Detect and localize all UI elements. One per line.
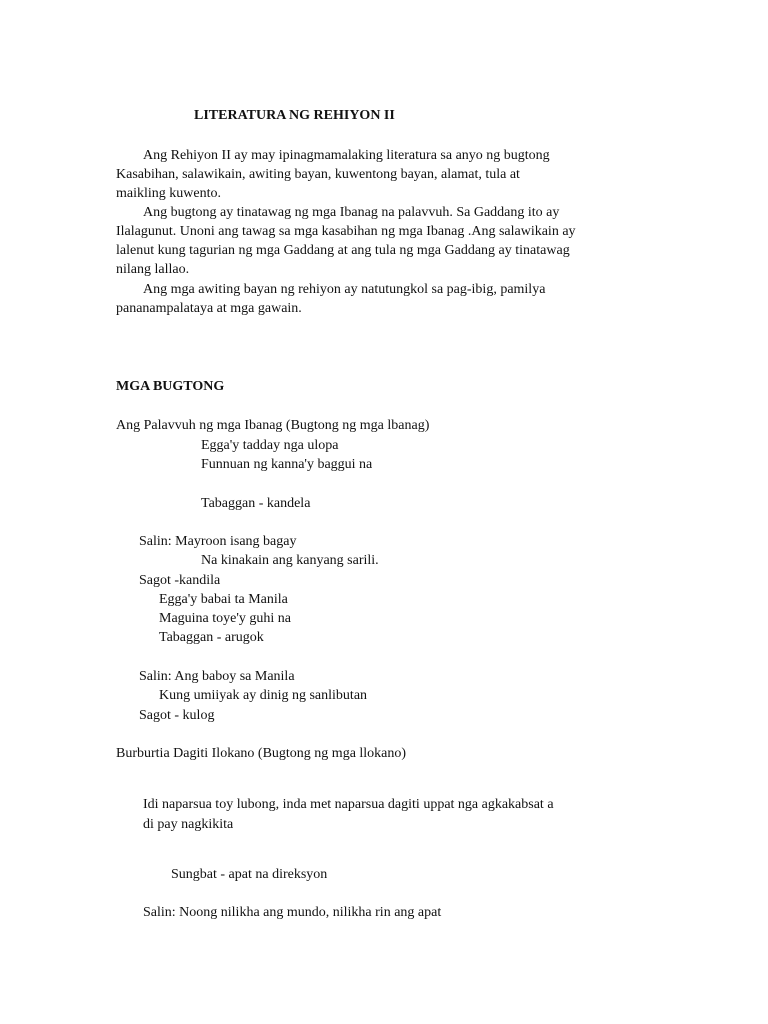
riddle-answer: Sungbat - apat na direksyon (171, 867, 328, 882)
riddle-line: Egga'y tadday nga ulopa (201, 438, 339, 453)
document-title: LITERATURA NG REHIYON II (194, 108, 395, 123)
riddle-line: Funnuan ng kanna'y baggui na (201, 457, 373, 472)
riddle-line: Maguina toye'y guhi na (159, 611, 291, 626)
intro-line: nilang lallao. (116, 262, 190, 277)
answer-line: Sagot - kulog (139, 708, 215, 723)
intro-line: maikling kuwento. (116, 186, 221, 201)
intro-line: Ilalagunut. Unoni ang tawag sa mga kasabihan ng mga Ibanag .Ang salawikain ay (116, 224, 576, 239)
riddle-line: Egga'y babai ta Manila (159, 592, 288, 607)
riddle-line: di pay nagkikita (143, 817, 234, 832)
translation-line: Salin: Mayroon isang bagay (139, 534, 297, 549)
answer-line: Sagot -kandila (139, 573, 221, 588)
riddle-answer: Tabaggan - kandela (201, 496, 311, 511)
intro-line: pananampalataya at mga gawain. (116, 301, 302, 316)
translation-line: Salin: Ang baboy sa Manila (139, 669, 295, 684)
translation-line: Na kinakain ang kanyang sarili. (201, 553, 379, 568)
translation-line: Salin: Noong nilikha ang mundo, nilikha rin ang apat (143, 905, 442, 920)
intro-line: Kasabihan, salawikain, awiting bayan, kuwentong bayan, alamat, tula at (116, 167, 520, 182)
intro-line: lalenut kung tagurian ng mga Gaddang at ang tula ng mga Gaddang ay tinatawag (116, 243, 570, 258)
riddle-answer: Tabaggan - arugok (159, 630, 264, 645)
intro-line: Ang bugtong ay tinatawag ng mga Ibanag na palavvuh. Sa Gaddang ito ay (143, 205, 560, 220)
riddle-line: Idi naparsua toy lubong, inda met naparsua dagiti uppat nga agkakabsat a (143, 797, 554, 812)
intro-line: Ang mga awiting bayan ng rehiyon ay natutungkol sa pag-ibig, pamilya (143, 282, 546, 297)
section-heading: MGA BUGTONG (116, 379, 225, 394)
ilokano-heading: Burburtia Dagiti Ilokano (Bugtong ng mga llokano) (116, 746, 407, 761)
intro-line: Ang Rehiyon II ay may ipinagmamalaking literatura sa anyo ng bugtong (143, 148, 550, 163)
ibanag-heading: Ang Palavvuh ng mga Ibanag (Bugtong ng mga lbanag) (116, 418, 430, 433)
translation-line: Kung umiiyak ay dinig ng sanlibutan (159, 688, 368, 703)
